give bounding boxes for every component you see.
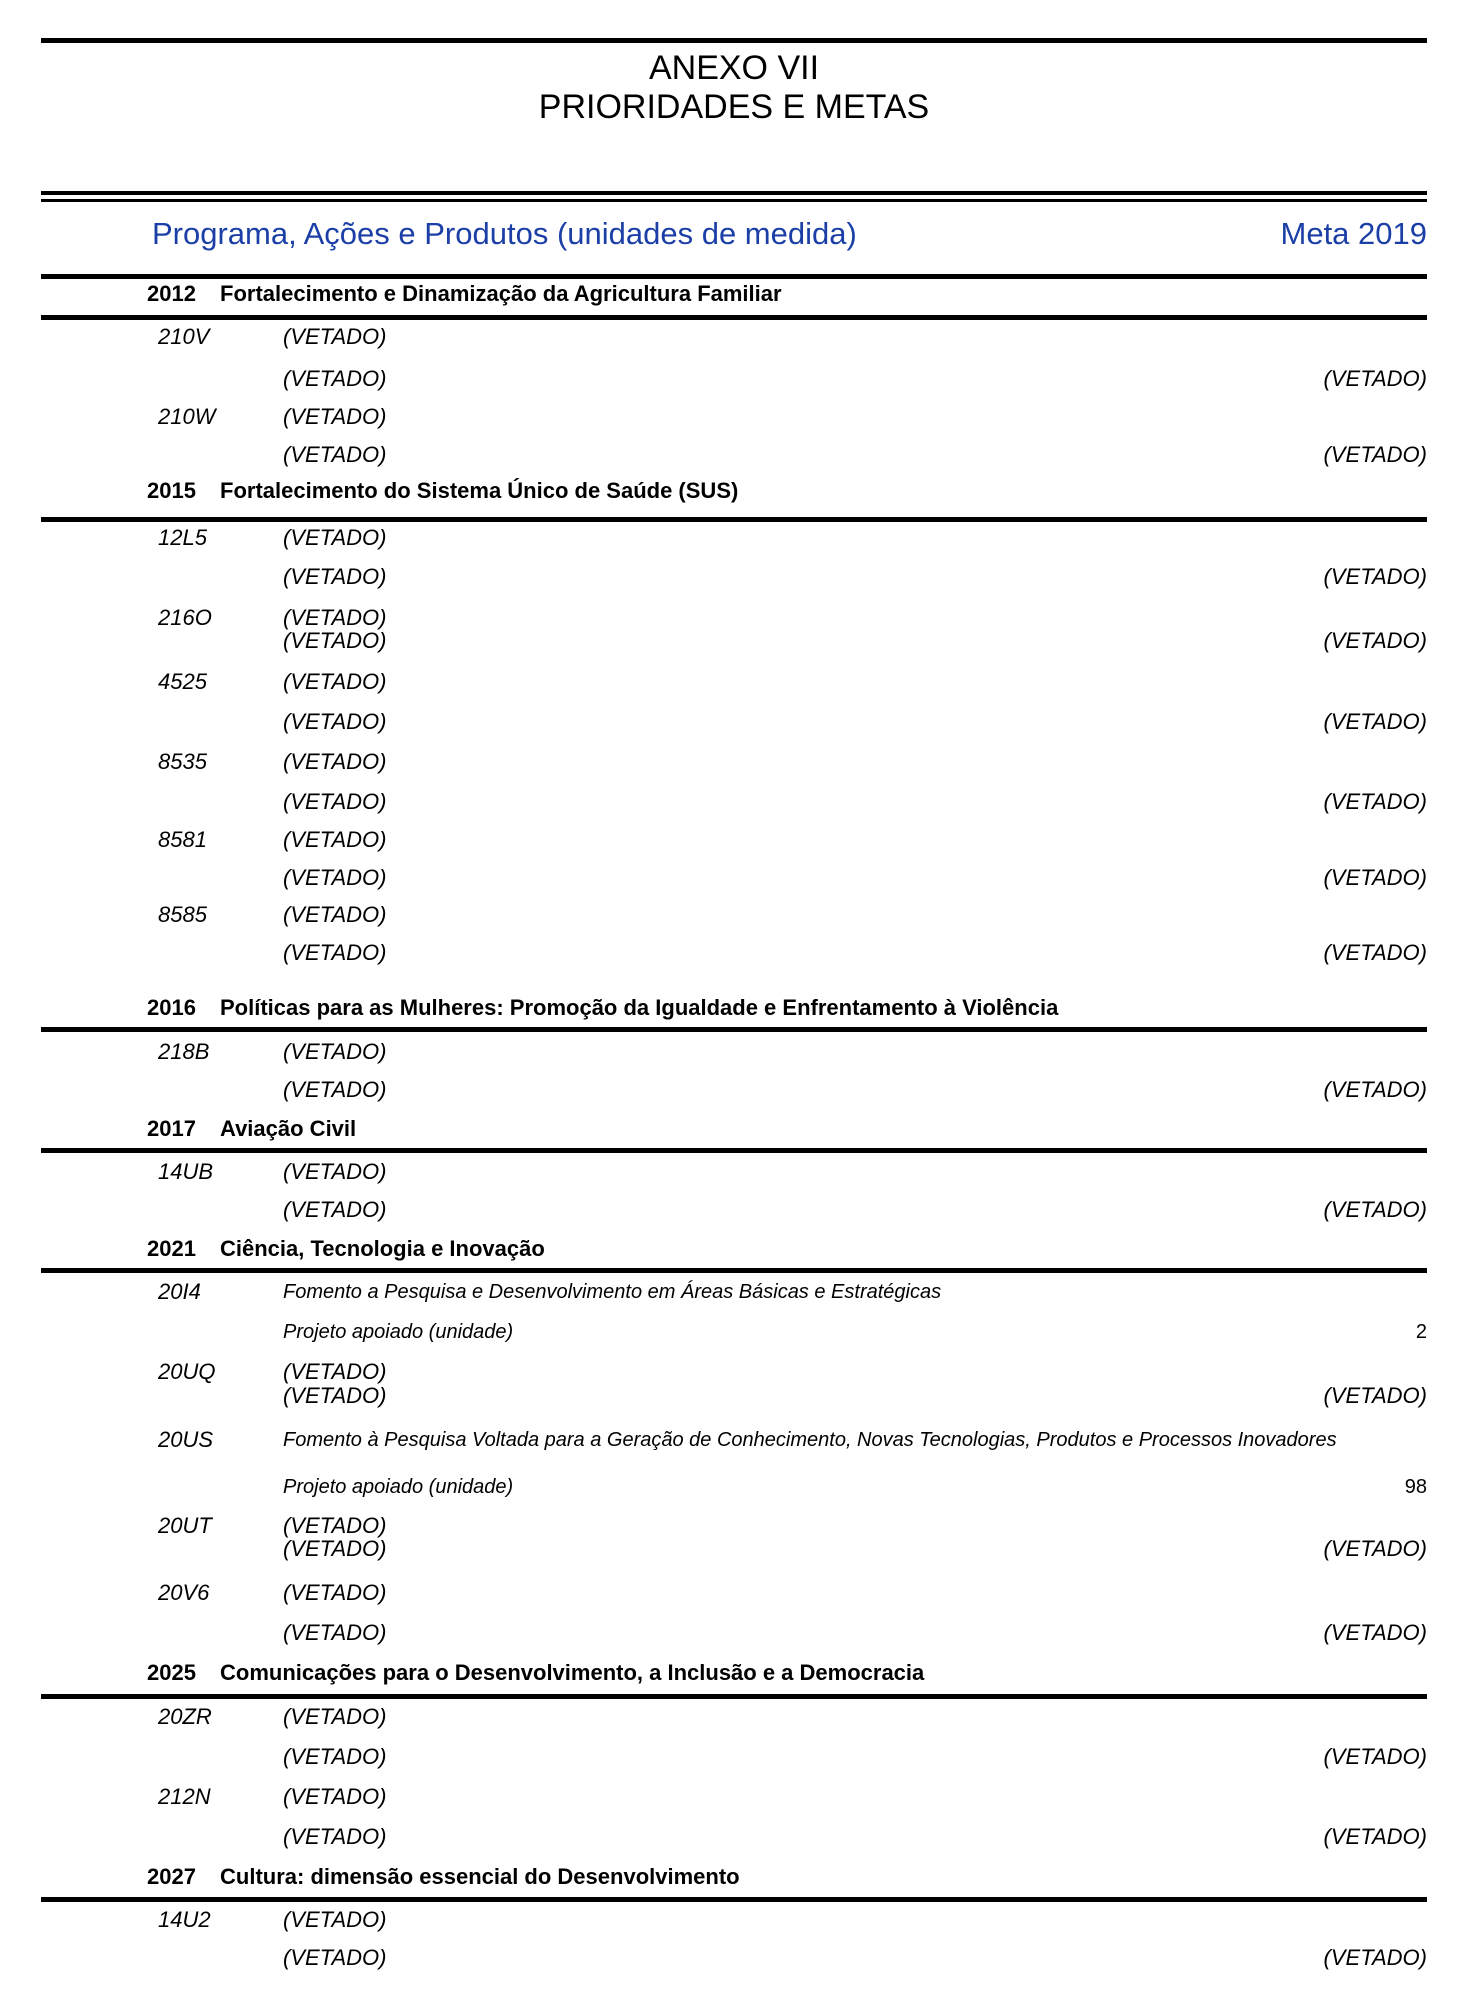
section-rule xyxy=(41,1694,1427,1699)
table-row-product xyxy=(41,365,1427,393)
table-row-action xyxy=(41,1038,1427,1066)
action-description: (VETADO) xyxy=(283,669,387,694)
meta-value: (VETADO) xyxy=(1323,1197,1427,1222)
product-description: (VETADO) xyxy=(283,1824,387,1849)
meta-value: (VETADO) xyxy=(1323,1077,1427,1102)
section-rule xyxy=(41,1148,1427,1153)
meta-value: (VETADO) xyxy=(1323,628,1427,653)
action-description: (VETADO) xyxy=(283,1159,387,1184)
action-description: (VETADO) xyxy=(283,827,387,852)
column-header-left: Programa, Ações e Produtos (unidades de medida) xyxy=(152,216,857,251)
double-rule-bottom xyxy=(41,199,1427,202)
program-code: 2021 xyxy=(147,1236,196,1261)
meta-value: (VETADO) xyxy=(1323,709,1427,734)
section-rule xyxy=(41,517,1427,522)
table-row-action xyxy=(41,403,1427,431)
program-code: 2017 xyxy=(147,1116,196,1141)
program-title: Cultura: dimensão essencial do Desenvolvimento xyxy=(220,1864,740,1889)
column-header-right: Meta 2019 xyxy=(1280,216,1427,251)
table-row-action xyxy=(41,1703,1427,1731)
action-code: 4525 xyxy=(158,669,207,694)
product-description: (VETADO) xyxy=(283,789,387,814)
meta-value: (VETADO) xyxy=(1323,366,1427,391)
meta-value: (VETADO) xyxy=(1323,865,1427,890)
table-row-product xyxy=(41,1535,1427,1563)
product-description: (VETADO) xyxy=(283,628,387,653)
action-code: 8581 xyxy=(158,827,207,852)
page-title-line1: ANEXO VII xyxy=(648,49,820,87)
table-row-action xyxy=(41,524,1427,552)
action-code: 8585 xyxy=(158,902,207,927)
product-description: (VETADO) xyxy=(283,442,387,467)
action-description: (VETADO) xyxy=(283,1907,387,1932)
action-code: 20I4 xyxy=(158,1279,201,1304)
action-code: 210V xyxy=(158,324,210,349)
table-row-program xyxy=(41,1863,1427,1891)
table-row-product xyxy=(41,1473,1427,1501)
table-row-product xyxy=(41,627,1427,655)
action-code: 20UT xyxy=(158,1513,212,1538)
table-row-action xyxy=(41,1158,1427,1186)
table-row-action xyxy=(41,748,1427,776)
action-description: (VETADO) xyxy=(283,1359,387,1384)
program-code: 2027 xyxy=(147,1864,196,1889)
program-title: Aviação Civil xyxy=(220,1116,357,1141)
table-row-product xyxy=(41,708,1427,736)
table-row-product xyxy=(41,788,1427,816)
section-rule xyxy=(41,1268,1427,1273)
table-row-program xyxy=(41,280,1427,308)
table-row-action xyxy=(41,668,1427,696)
program-code: 2012 xyxy=(147,281,196,306)
table-row-program xyxy=(41,1659,1427,1687)
program-title: Comunicações para o Desenvolvimento, a Inclusão e a Democracia xyxy=(220,1660,925,1685)
product-description: (VETADO) xyxy=(283,1945,387,1970)
table-row-action xyxy=(41,826,1427,854)
action-description: (VETADO) xyxy=(283,1039,387,1064)
action-code: 212N xyxy=(158,1784,211,1809)
table-row-action xyxy=(41,1278,1427,1306)
table-row-product xyxy=(41,1382,1427,1410)
program-title: Políticas para as Mulheres: Promoção da Igualdade e Enfrentamento à Violência xyxy=(220,995,1059,1020)
meta-value: (VETADO) xyxy=(1323,1945,1427,1970)
product-description: (VETADO) xyxy=(283,1383,387,1408)
top-rule xyxy=(41,38,1427,43)
action-description: (VETADO) xyxy=(283,404,387,429)
table-row-action xyxy=(41,323,1427,351)
meta-value: 2 xyxy=(1415,1321,1427,1343)
meta-value: 98 xyxy=(1404,1476,1427,1498)
meta-value: (VETADO) xyxy=(1323,789,1427,814)
page-title-line2: PRIORIDADES E METAS xyxy=(538,88,930,126)
section-rule xyxy=(41,1897,1427,1902)
product-description: (VETADO) xyxy=(283,1197,387,1222)
table-row-product xyxy=(41,1944,1427,1972)
double-rule-top xyxy=(41,191,1427,195)
action-description: (VETADO) xyxy=(283,902,387,927)
table-row-program xyxy=(41,477,1427,505)
action-description: Fomento à Pesquisa Voltada para a Geração de Conhecimento, Novas Tecnologias, Produtos e Processos Inovadores xyxy=(283,1429,1337,1451)
action-code: 12L5 xyxy=(158,525,207,550)
product-description: (VETADO) xyxy=(283,1744,387,1769)
action-code: 20ZR xyxy=(158,1704,212,1729)
program-code: 2016 xyxy=(147,995,196,1020)
action-description: (VETADO) xyxy=(283,1580,387,1605)
table-row-product xyxy=(41,1823,1427,1851)
action-code: 218B xyxy=(158,1039,210,1064)
table-row-product xyxy=(41,1743,1427,1771)
table-row-program xyxy=(41,1235,1427,1263)
section-rule xyxy=(41,1027,1427,1032)
program-code: 2025 xyxy=(147,1660,196,1685)
table-row-action xyxy=(41,1426,1427,1454)
product-description: Projeto apoiado (unidade) xyxy=(283,1476,514,1498)
action-code: 20US xyxy=(158,1427,214,1452)
product-description: (VETADO) xyxy=(283,865,387,890)
action-description: (VETADO) xyxy=(283,1784,387,1809)
action-code: 216O xyxy=(158,605,212,630)
section-rule xyxy=(41,315,1427,320)
program-title: Fortalecimento do Sistema Único de Saúde (SUS) xyxy=(220,478,739,503)
product-description: (VETADO) xyxy=(283,564,387,589)
action-code: 14U2 xyxy=(158,1907,211,1932)
table-row-product xyxy=(41,563,1427,591)
meta-value: (VETADO) xyxy=(1323,1383,1427,1408)
product-description: (VETADO) xyxy=(283,709,387,734)
table-row-program xyxy=(41,1115,1427,1143)
action-description: (VETADO) xyxy=(283,1704,387,1729)
table-row-action xyxy=(41,1783,1427,1811)
table-row-program xyxy=(41,994,1427,1022)
action-description: Fomento a Pesquisa e Desenvolvimento em Áreas Básicas e Estratégicas xyxy=(283,1281,942,1303)
program-code: 2015 xyxy=(147,478,196,503)
table-row-action xyxy=(41,1906,1427,1934)
meta-value: (VETADO) xyxy=(1323,564,1427,589)
table-row-product xyxy=(41,441,1427,469)
table-row-action xyxy=(41,1579,1427,1607)
table-row-product xyxy=(41,864,1427,892)
product-description: (VETADO) xyxy=(283,1536,387,1561)
action-code: 210W xyxy=(158,404,216,429)
table-row-product xyxy=(41,1619,1427,1647)
meta-value: (VETADO) xyxy=(1323,1536,1427,1561)
product-description: Projeto apoiado (unidade) xyxy=(283,1321,514,1343)
action-description: (VETADO) xyxy=(283,605,387,630)
table-row-product xyxy=(41,1318,1427,1346)
meta-value: (VETADO) xyxy=(1323,1824,1427,1849)
product-description: (VETADO) xyxy=(283,366,387,391)
program-title: Fortalecimento e Dinamização da Agricultura Familiar xyxy=(220,281,782,306)
action-code: 20UQ xyxy=(158,1359,216,1384)
action-description: (VETADO) xyxy=(283,1513,387,1538)
meta-value: (VETADO) xyxy=(1323,442,1427,467)
product-description: (VETADO) xyxy=(283,1077,387,1102)
action-description: (VETADO) xyxy=(283,324,387,349)
action-description: (VETADO) xyxy=(283,749,387,774)
table-row-product xyxy=(41,939,1427,967)
action-code: 20V6 xyxy=(158,1580,210,1605)
product-description: (VETADO) xyxy=(283,940,387,965)
meta-value: (VETADO) xyxy=(1323,1620,1427,1645)
product-description: (VETADO) xyxy=(283,1620,387,1645)
action-code: 14UB xyxy=(158,1159,214,1184)
meta-value: (VETADO) xyxy=(1323,1744,1427,1769)
action-description: (VETADO) xyxy=(283,525,387,550)
table-row-action xyxy=(41,901,1427,929)
action-code: 8535 xyxy=(158,749,207,774)
header-rule xyxy=(41,274,1427,279)
table-row-product xyxy=(41,1196,1427,1224)
table-row-product xyxy=(41,1076,1427,1104)
meta-value: (VETADO) xyxy=(1323,940,1427,965)
program-title: Ciência, Tecnologia e Inovação xyxy=(220,1236,545,1261)
